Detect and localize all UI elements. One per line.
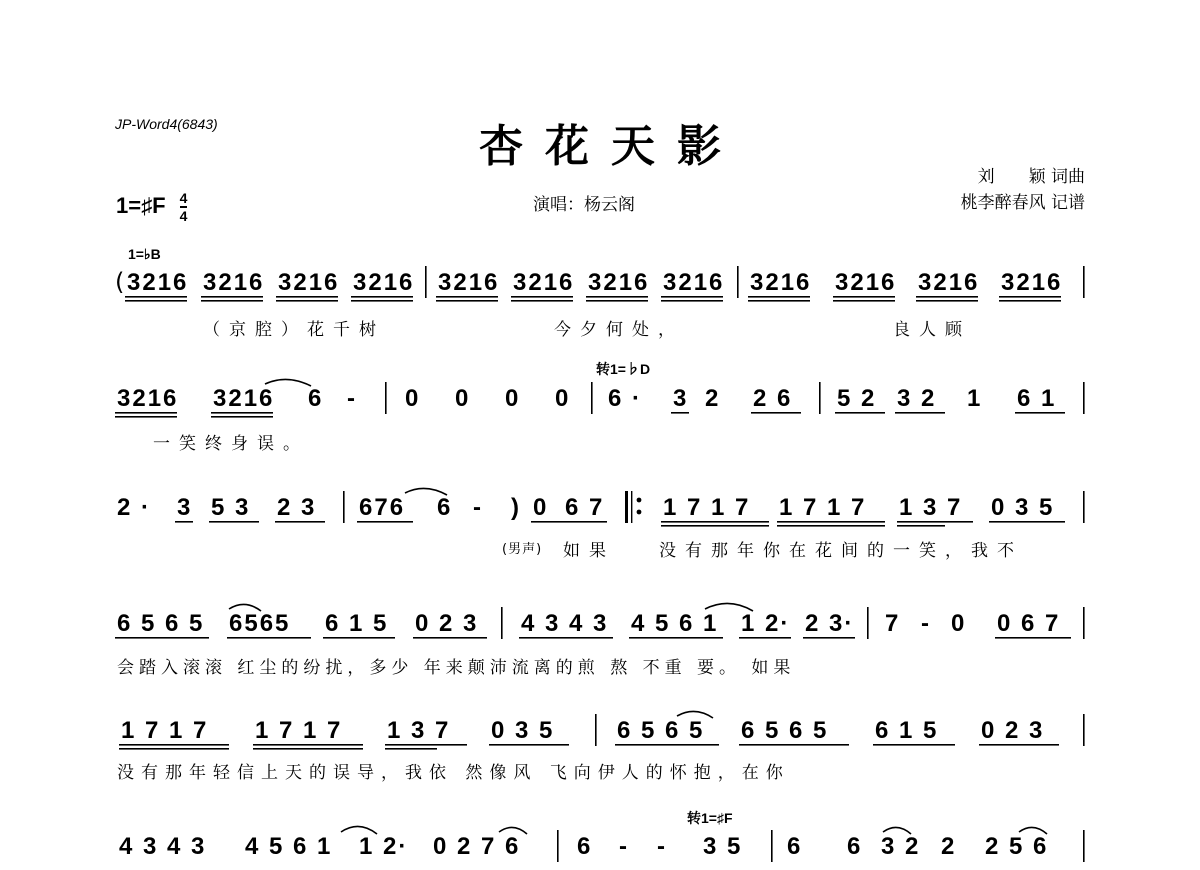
svg-text:6 7: 6 7 [565, 494, 605, 521]
svg-text:3216: 3216 [278, 269, 340, 296]
time-signature-bottom: 4 [179, 208, 188, 224]
svg-text:3 5: 3 5 [703, 833, 743, 860]
svg-text:1 7 1 7: 1 7 1 7 [121, 717, 209, 744]
svg-text:1 7 1 7: 1 7 1 7 [779, 494, 867, 521]
staff-line-6 [115, 826, 1085, 870]
svg-text:3216: 3216 [835, 269, 897, 296]
svg-text:3216: 3216 [1001, 269, 1063, 296]
svg-text:0 2 3: 0 2 3 [981, 717, 1045, 744]
svg-text:0: 0 [405, 385, 421, 412]
svg-text:6: 6 [577, 833, 593, 860]
svg-text:0 2 7 6: 0 2 7 6 [433, 833, 521, 860]
svg-text:3: 3 [177, 494, 193, 521]
svg-text:0 3 5: 0 3 5 [991, 494, 1055, 521]
staff-line-1-notation [115, 262, 1085, 306]
svg-text:0: 0 [455, 385, 471, 412]
edition-label: JP-Word4(6843) [115, 116, 218, 132]
svg-text:4 5 6 1: 4 5 6 1 [631, 610, 719, 637]
svg-text:3 2: 3 2 [897, 385, 937, 412]
lyric-1a: （京腔）花千树 [203, 320, 385, 340]
svg-text:-: - [921, 610, 931, 637]
svg-text:2: 2 [941, 833, 957, 860]
staff-line-2 [115, 378, 1085, 422]
svg-text:0: 0 [555, 385, 571, 412]
svg-text:6 1 5: 6 1 5 [875, 717, 939, 744]
song-title: 杏花天影 [479, 121, 743, 172]
key-change-bflat: 1=♭B [128, 246, 161, 262]
svg-text:3216: 3216 [117, 385, 179, 412]
lyric-5: 没有那年轻信上天的误导，我依 然像风 飞向伊人的怀抱，在你 [117, 763, 790, 783]
lyric-4: 会踏入滚滚 红尘的纷扰，多少 年来颠沛流离的煎 熬 不重 要。 如果 [117, 658, 796, 678]
svg-text:6 1: 6 1 [1017, 385, 1057, 412]
lyric-1c: 良人顾 [893, 320, 971, 340]
svg-text:-: - [347, 385, 357, 412]
svg-text:7: 7 [885, 610, 901, 637]
svg-text:3216: 3216 [663, 269, 725, 296]
svg-text:3216: 3216 [353, 269, 415, 296]
svg-text:1 7 1 7: 1 7 1 7 [663, 494, 751, 521]
staff-line-5-notation [115, 710, 1085, 754]
svg-text:676: 676 [359, 494, 406, 521]
svg-text:6: 6 [308, 385, 324, 412]
svg-text:2 ·: 2 · [117, 494, 152, 521]
time-signature-top: 4 [179, 190, 188, 206]
staff-line-1 [115, 262, 1085, 306]
svg-text:5 3: 5 3 [211, 494, 251, 521]
svg-text:2 3: 2 3 [277, 494, 317, 521]
staff-line-4 [115, 603, 1085, 647]
svg-text:2 5 6: 2 5 6 [985, 833, 1049, 860]
svg-text:): ) [511, 494, 521, 521]
svg-text:5 2: 5 2 [837, 385, 877, 412]
svg-text:6 ·: 6 · [608, 385, 643, 412]
svg-text:6 5 6 5: 6 5 6 5 [117, 610, 205, 637]
staff-line-2-notation [115, 378, 1085, 422]
svg-text:6 1 5: 6 1 5 [325, 610, 389, 637]
svg-text:0 3 5: 0 3 5 [491, 717, 555, 744]
staff-line-6-notation [115, 826, 1085, 870]
svg-text:3216: 3216 [203, 269, 265, 296]
svg-text:0 6 7: 0 6 7 [997, 610, 1061, 637]
svg-text:0: 0 [505, 385, 521, 412]
svg-text:1 2·: 1 2· [741, 610, 791, 637]
staff-line-4-notation [115, 603, 1085, 647]
svg-text:6: 6 [437, 494, 453, 521]
svg-text:4 3 4 3: 4 3 4 3 [119, 833, 207, 860]
key-label: 1=♯F [116, 192, 166, 218]
svg-text:4 3 4 3: 4 3 4 3 [521, 610, 609, 637]
svg-text:3 2: 3 2 [881, 833, 921, 860]
svg-text:1 3 7: 1 3 7 [899, 494, 963, 521]
lyric-3b: 没有那年你在花间的一笑，我不 [659, 541, 1023, 561]
svg-text:1 3 7: 1 3 7 [387, 717, 451, 744]
svg-text:6 5 6 5: 6 5 6 5 [617, 717, 705, 744]
staff-line-3-notation [115, 487, 1085, 531]
svg-text:6565: 6565 [229, 610, 291, 637]
svg-text:1 2·: 1 2· [359, 833, 409, 860]
svg-text:6: 6 [787, 833, 803, 860]
svg-text:3216: 3216 [513, 269, 575, 296]
staff-line-5 [115, 710, 1085, 754]
svg-text:0 2 3: 0 2 3 [415, 610, 479, 637]
svg-text:2: 2 [705, 385, 721, 412]
svg-text:3216: 3216 [438, 269, 500, 296]
staff-line-3 [115, 487, 1085, 531]
svg-text:1 7 1 7: 1 7 1 7 [255, 717, 343, 744]
time-signature [180, 191, 188, 223]
key-signature [116, 191, 187, 223]
lyric-2a: 一笑终身误。 [153, 434, 309, 454]
lyric-3a: 如果 [563, 541, 615, 561]
svg-text:6: 6 [847, 833, 863, 860]
lyric-3-role: (男声) [502, 542, 543, 557]
svg-text:2 6: 2 6 [753, 385, 793, 412]
svg-text:3216: 3216 [918, 269, 980, 296]
svg-text:0: 0 [533, 494, 549, 521]
transcriber-credit: 桃李醉春风 记谱 [960, 193, 1085, 213]
svg-text:(: ( [115, 268, 125, 296]
svg-text:4 5 6 1: 4 5 6 1 [245, 833, 333, 860]
svg-text:1: 1 [967, 385, 983, 412]
svg-text:-: - [473, 494, 483, 521]
svg-text:-: - [619, 833, 629, 860]
svg-text:-: - [657, 833, 667, 860]
performer-credit: 演唱：杨云阁 [533, 195, 635, 215]
svg-text:3216: 3216 [127, 269, 189, 296]
svg-text:2 3·: 2 3· [805, 610, 855, 637]
key-change-dflat: 转1=♭D [596, 361, 651, 377]
lyric-1b: 今夕何处， [554, 320, 684, 340]
lyricist-composer-credit: 刘 颖 词曲 [977, 167, 1085, 187]
svg-text:0: 0 [951, 610, 967, 637]
svg-text:3: 3 [673, 385, 689, 412]
key-change-fsharp: 转1=♯F [687, 810, 733, 826]
svg-text:6 5 6 5: 6 5 6 5 [741, 717, 829, 744]
svg-text:3216: 3216 [750, 269, 812, 296]
svg-text:3216: 3216 [213, 385, 275, 412]
svg-text:3216: 3216 [588, 269, 650, 296]
